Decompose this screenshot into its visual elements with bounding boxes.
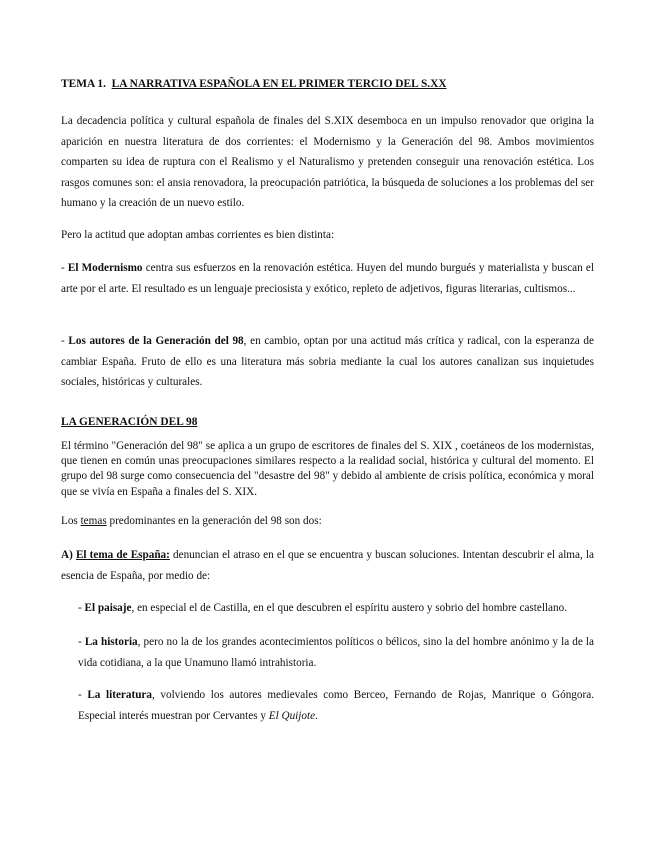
section-heading: LA GENERACIÓN DEL 98 bbox=[61, 416, 198, 428]
temas-after: predominantes en la generación del 98 son dos: bbox=[106, 515, 322, 527]
modernismo-lead: El Modernismo bbox=[67, 262, 143, 274]
list-item-historia bbox=[78, 632, 594, 673]
generacion-dash: - bbox=[61, 335, 69, 347]
tema-a-text: denuncian el atraso en el que se encuentra y buscan soluciones. Intentan descubrir el alma, la esencia de España, por medio de: bbox=[61, 549, 594, 582]
list-item-paisaje bbox=[78, 598, 594, 619]
item-dash: - bbox=[78, 689, 88, 701]
item-italic: El Quijote bbox=[268, 709, 316, 722]
title-prefix: TEMA 1. bbox=[61, 78, 106, 90]
item-text: , volviendo los autores medievales como Berceo, Fernando de Rojas, Manrique o Góngora. Especial interés muestran por Cervantes y bbox=[78, 689, 594, 722]
item-text: , pero no la de los grandes acontecimientos políticos o bélicos, sino la del hombre anónimo y la de la vida cotidiana, a la que Unamuno llamó intrahistoria. bbox=[78, 636, 595, 669]
generacion-paragraph bbox=[61, 331, 594, 393]
generacion-lead: Los autores de la Generación del 98 bbox=[68, 335, 244, 347]
tema-espana-paragraph bbox=[61, 545, 594, 586]
temas-before: Los bbox=[61, 515, 81, 527]
item-dash: - bbox=[78, 602, 85, 614]
item-end: . bbox=[315, 709, 318, 722]
item-lead: La literatura bbox=[87, 689, 152, 701]
generacion-text: , en cambio, optan por una actitud más crítica y radical, con la esperanza de cambiar España. Fruto de ello es una literatura más sobria mediante la cual los autores canalizan sus inquietudes sociales, históricas y culturales. bbox=[61, 335, 594, 388]
modernismo-paragraph bbox=[61, 258, 594, 299]
item-lead: La historia bbox=[84, 636, 138, 648]
tema-a-label: A) bbox=[61, 549, 76, 561]
item-dash: - bbox=[78, 636, 85, 648]
tema-a-lead: El tema de España: bbox=[75, 549, 170, 561]
temas-word: temas bbox=[80, 515, 107, 527]
intro-transition: Pero la actitud que adoptan ambas corrientes es bien distinta: bbox=[61, 229, 335, 241]
item-text: , en especial el de Castilla, en el que descubren el espíritu austero y sobrio del hombre castellano. bbox=[131, 602, 568, 614]
modernismo-dash: - bbox=[61, 262, 68, 274]
intro-paragraph: La decadencia política y cultural española de finales del S.XIX desemboca en un impulso renovador que origina la aparición en nuestra literatura de dos corrientes: el Modernismo y la Generación del 98. Ambos movimientos comparten su idea de ruptura con el Realismo y el Naturalismo y pretenden conseguir una renovación estética. Los rasgos comunes son: el ansia renovadora, la preocupación patriótica, la búsqueda de soluciones a los problemas del ser humano y la creación de un nuevo estilo. bbox=[61, 115, 594, 209]
list-item-literatura bbox=[78, 685, 594, 726]
modernismo-text: centra sus esfuerzos en la renovación estética. Huyen del mundo burgués y materialista y buscan el arte por el arte. El resultado es un lenguaje preciosista y exótico, repleto de adjetivos, figuras literarias, cultismos... bbox=[61, 262, 594, 295]
title-text: LA NARRATIVA ESPAÑOLA EN EL PRIMER TERCIO DEL S.XX bbox=[111, 78, 447, 90]
generacion-definition: El término "Generación del 98" se aplica a un grupo de escritores de finales del S. XIX , coetáneos de los modernistas, que tienen en común unas preocupaciones similares respecto a la realidad social, histórica y cultural del momento. El grupo del 98 surge como consecuencia del "desastre del 98" y debido al ambiente de crisis política, económica y moral que se vivía en España a finales del S. XIX. bbox=[61, 440, 594, 498]
document-title bbox=[61, 78, 594, 90]
item-lead: El paisaje bbox=[84, 602, 132, 614]
temas-intro bbox=[61, 514, 594, 529]
